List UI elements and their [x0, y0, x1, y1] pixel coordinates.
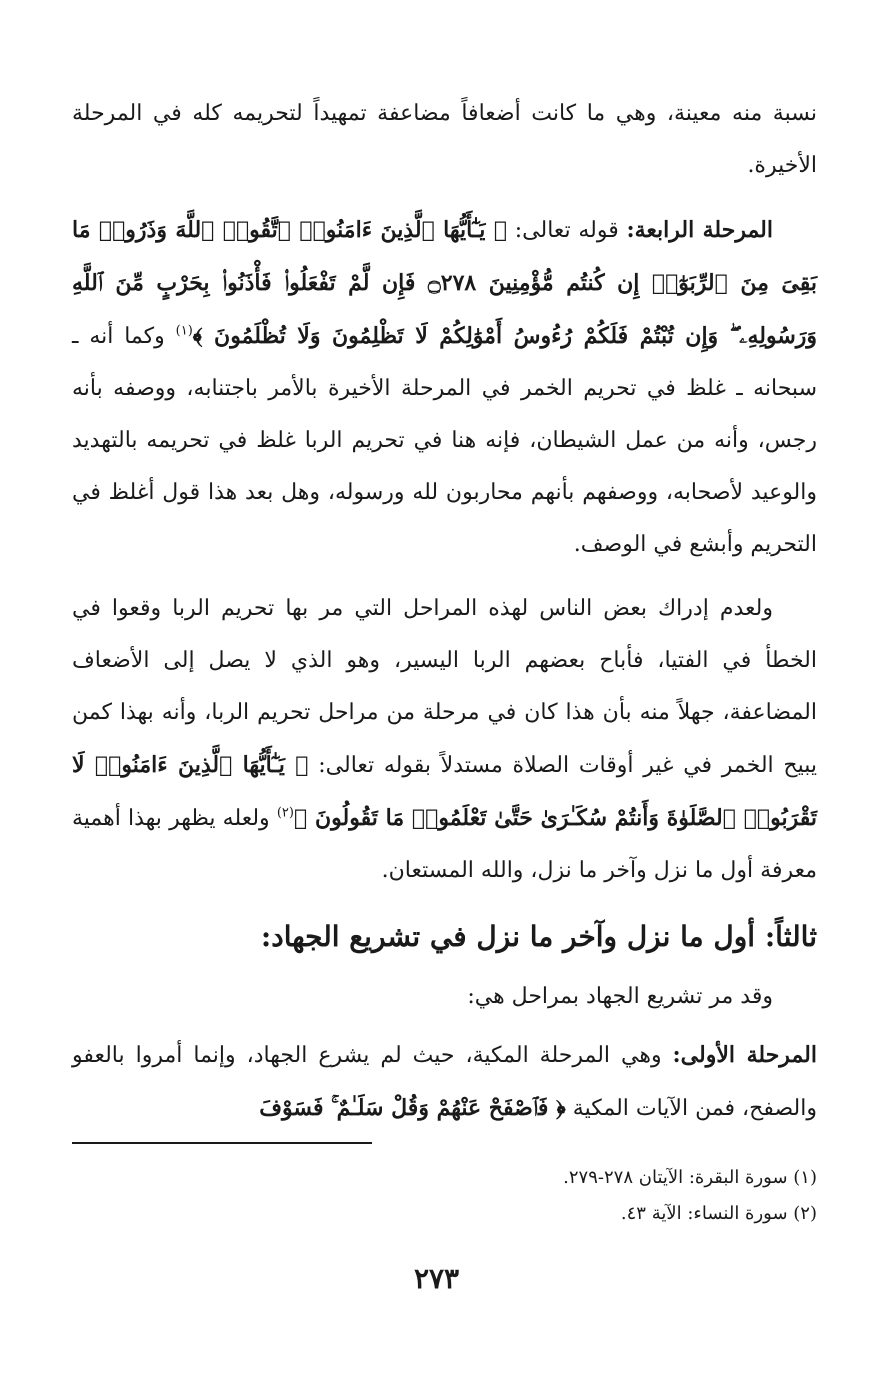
- footnote-divider: [72, 1142, 372, 1144]
- paragraph-text: ولعدم إدراك بعض الناس لهذه المراحل التي مر بها تحريم الربا وقعوا في الخطأ في الفتيا، فأباح بعضهم الربا اليسير، وهو الذي لا يصل إلى الأضعاف المضاعفة، جهلاً منه بأن هذا كان في مرحلة من مراحل تحريم الربا، وأنه بهذا كمن يبيح الخمر في غير أوقات الصلاة مستدلاً بقوله تعالى:: [72, 596, 817, 778]
- quran-verse: ﴿ يَـٰٓأَيُّهَا ٱلَّذِينَ ءَامَنُوا۟ لَا تَقْرَبُوا۟ ٱلصَّلَوٰةَ وَأَنتُمْ سُكَـٰرَىٰ حَتَّىٰ تَعْلَمُوا۟ مَا تَقُولُونَ ﴾: [72, 752, 818, 831]
- footnotes: [72, 1160, 817, 1232]
- footnote-ref: (٢): [276, 805, 294, 821]
- quran-verse: ﴿ فَٱصْفَحْ عَنْهُمْ وَقُلْ سَلَـٰمٌ ۚ فَسَوْفَ: [259, 1095, 566, 1121]
- footnote-ref: (١): [175, 323, 193, 339]
- stage-label-fourth: المرحلة الرابعة:: [626, 217, 773, 243]
- quran-verse: ﴿ يَـٰٓأَيُّهَا ٱلَّذِينَ ءَامَنُوا۟ ٱتَّقُوا۟ ٱللَّهَ وَذَرُوا۟ مَا بَقِىَ مِنَ ٱلرِّبَوٰٓا۟ إِن كُنتُم مُّؤْمِنِينَ ۝٢٧٨ فَإِن لَّمْ تَفْعَلُوا۟ فَأْذَنُوا۟ بِحَرْبٍ مِّنَ ٱللَّهِ وَرَسُولِهِۦ ۖ وَإِن تُبْتُمْ فَلَكُمْ رُءُوسُ أَمْوَٰلِكُمْ لَا تَظْلِمُونَ وَلَا تُظْلَمُونَ ﴾: [72, 217, 818, 349]
- paragraph-first-stage: [72, 1029, 817, 1135]
- page-number: ٢٧٣: [413, 1262, 460, 1295]
- paragraph-text: وكما أنه ـ سبحانه ـ غلظ في تحريم الخمر في المرحلة الأخيرة بالأمر باجتنابه، ووصفه بأنه رجس، وأنه من عمل الشيطان، فإنه هنا في تحريم الربا غلظ في تحريمه بالتهديد والوعيد لأصحابه، ووصفهم بأنهم محاربون لله ورسوله، وهل بعد هذا قول أغلظ في التحريم وأبشع في الوصف.: [72, 324, 818, 557]
- paragraph-intro: نسبة منه معينة، وهي ما كانت أضعافاً مضاعفة تمهيداً لتحريمه كله في المرحلة الأخيرة.: [72, 101, 817, 178]
- paragraph-text: قوله تعالى:: [507, 218, 627, 243]
- paragraph-fourth-stage: [72, 204, 817, 571]
- stage-label-first: المرحلة الأولى:: [672, 1042, 817, 1068]
- paragraph-text: وهي المرحلة المكية، حيث لم يشرع الجهاد، وإنما أمروا بالعفو والصفح، فمن الآيات المكية: [72, 1043, 817, 1121]
- paragraph-stages-intro: وقد مر تشريع الجهاد بمراحل هي:: [467, 984, 773, 1009]
- paragraph-misunderstanding: [72, 583, 817, 897]
- paragraph-text: ولعله يظهر بهذا أهمية معرفة أول ما نزل وآخر ما نزل، والله المستعان.: [72, 806, 817, 883]
- footnote-item: (١) سورة البقرة: الآيتان ٢٧٨-٢٧٩.: [563, 1167, 817, 1188]
- footnote-item: (٢) سورة النساء: الآية ٤٣.: [620, 1203, 817, 1224]
- section-heading: ثالثاً: أول ما نزل وآخر ما نزل في تشريع الجهاد:: [260, 920, 817, 953]
